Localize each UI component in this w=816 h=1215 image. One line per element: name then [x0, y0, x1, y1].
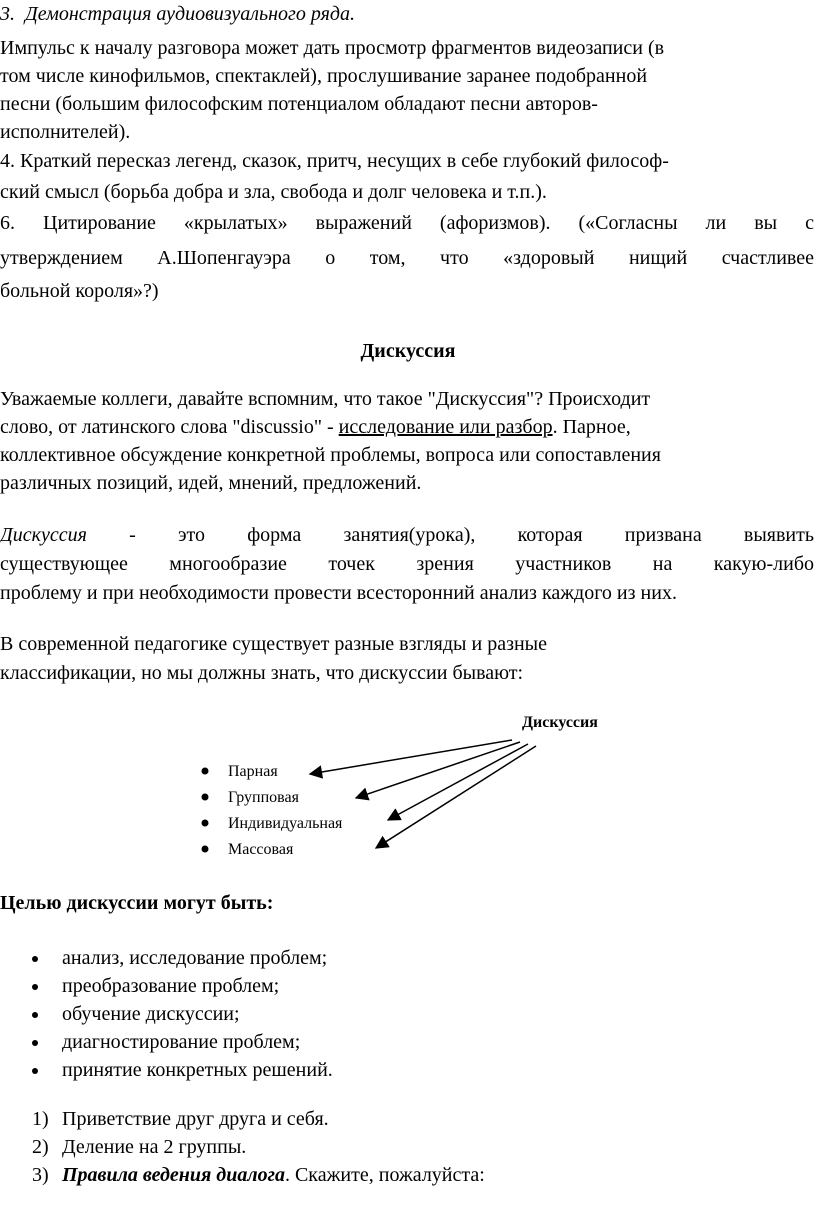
- intro-line-2-start: слово, от латинского слова "discussio" -: [0, 416, 339, 438]
- section-3-heading: Демонстрация аудиовизуального ряда.: [25, 3, 355, 25]
- diagram-bullet: [202, 846, 209, 853]
- step-number: 3): [32, 1164, 49, 1186]
- section-3-line-2: том числе кинофильмов, спектаклей), прослушивание заранее подобранной: [0, 65, 648, 87]
- section-6-line-1: 6. Цитирование «крылатых» выражений (афоризмов). («Согласны ли вы с: [0, 212, 814, 234]
- intro-line-2: [0, 413, 631, 441]
- section-3-number: 3.: [0, 3, 15, 25]
- section-3-title: [0, 0, 355, 28]
- step-number: 1): [32, 1108, 49, 1130]
- diagram-bullet: [202, 768, 209, 775]
- step-text-rest: . Скажите, пожалуйста:: [284, 1164, 485, 1186]
- diagram-item-2: Групповая: [228, 789, 299, 806]
- section-3-line-4: исполнителей).: [0, 121, 131, 143]
- section-3-line-1: Импульс к началу разговора может дать просмотр фрагментов видеозаписи (в: [0, 37, 665, 59]
- goals-heading: Целью дискуссии могут быть:: [0, 892, 274, 914]
- intro-line-4: различных позиций, идей, мнений, предложений.: [0, 472, 422, 494]
- page-heading: Дискуссия: [360, 340, 456, 362]
- section-4-line-2: ский смысл (борьба добра и зла, свобода и долг человека и т.п.).: [0, 181, 547, 203]
- section-6-line-3: больной короля»?): [0, 280, 159, 302]
- section-6-line-2: утверждением А.Шопенгауэра о том, что «здоровый нищий счастливее: [0, 247, 814, 269]
- section-4-line-1: 4. Краткий пересказ легенд, сказок, притч, несущих в себе глубокий философ-: [0, 150, 669, 172]
- diagram-arrow-4: [376, 746, 536, 848]
- modern-line-1: В современной педагогике существует разные взгляды и разные: [0, 633, 547, 655]
- intro-underlined-phrase: исследование или разбор: [338, 416, 553, 438]
- diagram-item-4: Массовая: [228, 841, 294, 858]
- section-3-line-3: песни (большим философским потенциалом обладают песни авторов-: [0, 93, 598, 115]
- step-text: [62, 1161, 485, 1189]
- diagram-arrow-3: [388, 744, 528, 820]
- goal-item: анализ, исследование проблем;: [62, 947, 328, 969]
- step-text: Деление на 2 группы.: [62, 1136, 247, 1158]
- goal-bullet: [32, 956, 38, 962]
- definition-line-1: [0, 521, 814, 549]
- modern-line-2: классификации, но мы должны знать, что дискуссии бывают:: [0, 662, 524, 684]
- diagram-title: Дискуссия: [522, 714, 598, 731]
- goal-bullet: [32, 1012, 38, 1018]
- step-text: Приветствие друг друга и себя.: [62, 1108, 329, 1130]
- definition-line-3: проблему и при необходимости провести всесторонний анализ каждого из них.: [0, 582, 677, 604]
- diagram-bullet: [202, 794, 209, 801]
- diagram-item-1: Парная: [228, 763, 278, 780]
- goal-bullet: [32, 1068, 38, 1074]
- goal-item: преобразование проблем;: [62, 975, 280, 997]
- goal-bullet: [32, 1040, 38, 1046]
- goal-item: принятие конкретных решений.: [62, 1059, 333, 1081]
- intro-line-3: коллективное обсуждение конкретной проблемы, вопроса или сопоставления: [0, 444, 661, 466]
- goal-bullet: [32, 984, 38, 990]
- step-emphasis: Правила ведения диалога: [62, 1164, 285, 1186]
- diagram-item-3: Индивидуальная: [228, 815, 343, 832]
- step-number: 2): [32, 1136, 49, 1158]
- goal-item: диагностирование проблем;: [62, 1031, 301, 1053]
- definition-line-1-rest: - это форма занятия(урока), которая призвана выявить: [86, 524, 814, 546]
- intro-line-2-end: . Парное,: [552, 416, 631, 438]
- discussion-types-diagram: [0, 700, 816, 870]
- definition-term: Дискуссия: [0, 524, 87, 546]
- intro-line-1: Уважаемые коллеги, давайте вспомним, что такое "Дискуссия"? Происходит: [0, 388, 651, 410]
- diagram-arrow-2: [356, 742, 520, 798]
- diagram-bullet: [202, 820, 209, 827]
- definition-line-2: существующее многообразие точек зрения участников на какую-либо: [0, 553, 814, 575]
- goal-item: обучение дискуссии;: [62, 1003, 240, 1025]
